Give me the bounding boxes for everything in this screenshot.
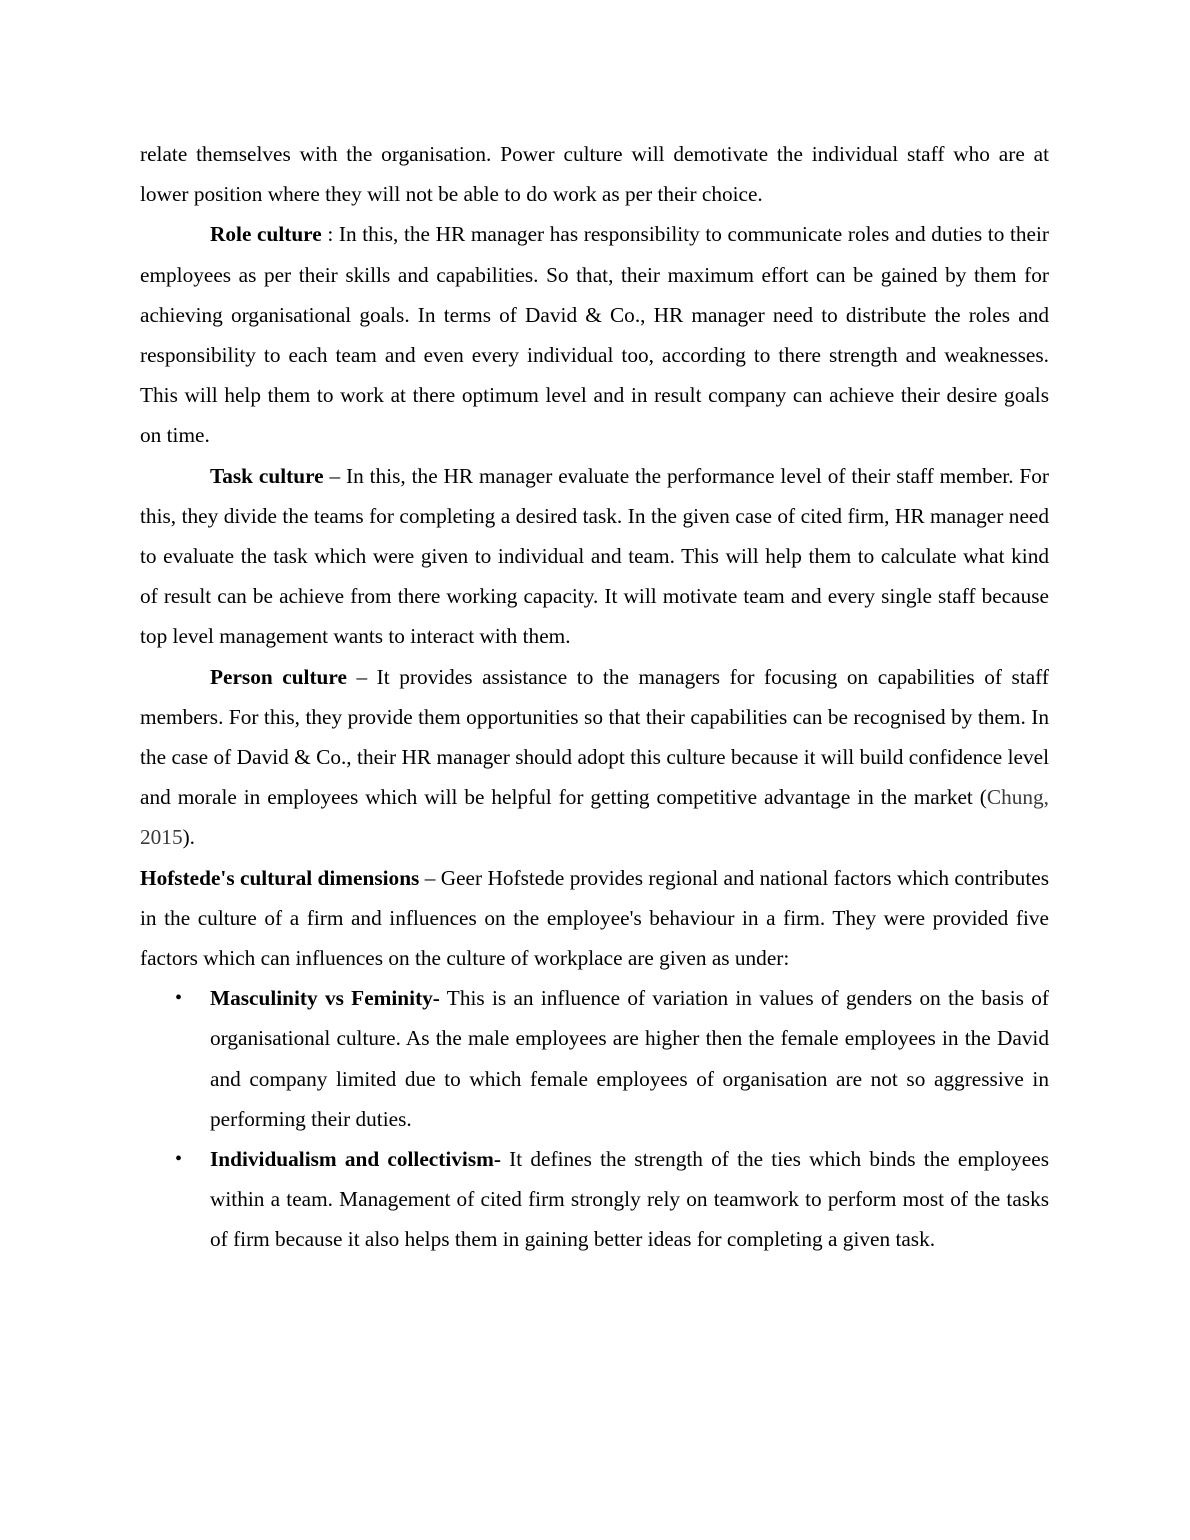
bullet-icon: • [175,987,183,1010]
task-culture-text: – In this, the HR manager evaluate the performance level of their staff member. For this, they divide the teams for completing a desired task. In the given case of cited firm, HR manager need to evaluate the task which were given to individual and team. This will help them to calculate what kind of result can be achieve from there working capacity. It will motivate team and every single staff because top level management wants to interact with them. [140,463,1049,649]
person-culture-text-end: ). [182,825,196,850]
person-culture-text: – It provides assistance to the managers for focusing on capabilities of staff members. For this, they provide them opportunities so that their capabilities can be recognised by them. In the case of David & Co., their HR manager should adopt this culture because it will build confidence level and morale in employees which will be helpful for getting competitive advantage in the market ( [140,664,1049,810]
masculinity-heading: Masculinity vs Feminity- [210,986,440,1011]
list-item-masculinity [140,978,1049,1139]
bullet-icon: • [175,1148,183,1171]
document-page [140,134,1049,1260]
masculinity-text: This is an influence of variation in values of genders on the basis of organisational culture. As the male employees are higher then the female employees in the David and company limited due to which female employees of organisation are not so aggressive in performing their duties. [210,986,1050,1131]
role-culture-heading: Role culture [210,222,322,247]
person-culture-heading: Person culture [210,664,347,689]
hofstede-heading: Hofstede's cultural dimensions [140,865,420,890]
task-culture-paragraph [140,456,1049,657]
person-culture-paragraph [140,657,1049,858]
dimensions-list [140,978,1049,1259]
task-culture-heading: Task culture [210,463,324,488]
individualism-heading: Individualism and collectivism- [210,1147,501,1172]
intro-paragraph [140,134,1049,214]
individualism-text: It defines the strength of the ties which binds the employees within a team. Management of cited firm strongly rely on teamwork to perform most of the tasks of firm because it also helps them in gaining better ideas for completing a given task. [210,1147,1049,1252]
role-culture-paragraph [140,214,1049,455]
citation-link: Chung, 2015 [140,785,1049,850]
list-item-individualism [140,1139,1049,1260]
hofstede-text: – Geer Hofstede provides regional and national factors which contributes in the culture of a firm and influences on the employee's behaviour in a firm. They were provided five factors which can influences on the culture of workplace are given as under: [140,865,1049,971]
hofstede-paragraph [140,858,1049,979]
role-culture-text: : In this, the HR manager has responsibility to communicate roles and duties to their employees as per their skills and capabilities. So that, their maximum effort can be gained by them for achieving organisational goals. In terms of David & Co., HR manager need to distribute the roles and responsibility to each team and even every individual too, according to there strength and weaknesses. This will help them to work at there optimum level and in result company can achieve their desire goals on time. [140,222,1049,448]
intro-text: relate themselves with the organisation. Power culture will demotivate the individual staff who are at lower position where they will not be able to do work as per their choice. [140,142,1049,207]
